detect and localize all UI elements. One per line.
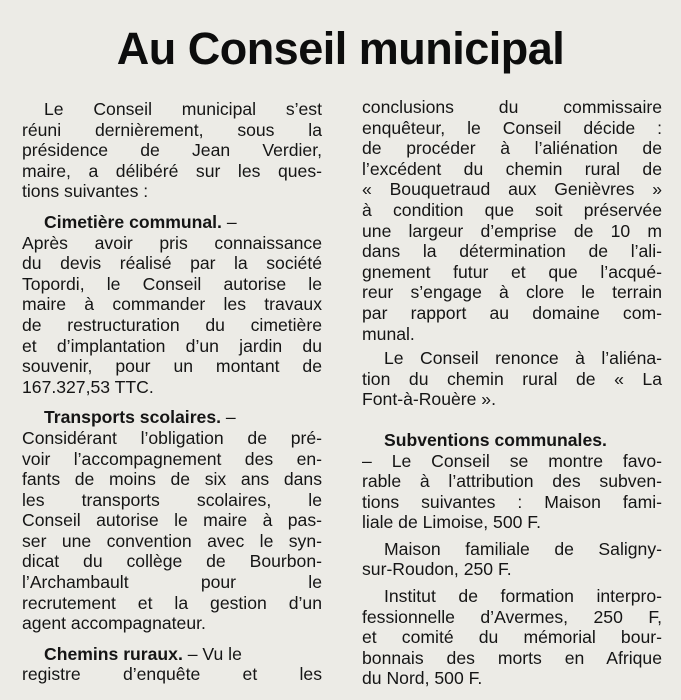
text-line: à condition que soit préservée xyxy=(362,199,662,220)
article-title: Au Conseil municipal xyxy=(0,20,681,80)
text-line: sur-Roudon, 250 F. xyxy=(362,559,512,580)
text-line: Le Conseil municipal s’est xyxy=(44,99,322,119)
chemins-section xyxy=(22,644,322,685)
section-heading-line xyxy=(22,212,322,233)
text-line: bonnais des morts en Afrique xyxy=(362,647,662,668)
text-line: du Nord, 500 F. xyxy=(362,668,483,689)
heading-dash: – xyxy=(221,407,236,428)
cimetiere-section xyxy=(22,212,322,397)
text-line: fants de moins de six ans dans xyxy=(22,469,322,490)
text-line: Institut de formation interpro- xyxy=(384,586,662,607)
renonce-paragraph xyxy=(362,348,662,410)
text-line: Après avoir pris connaissance xyxy=(22,232,322,253)
text-line: dicat du collège de Bourbon- xyxy=(22,551,322,572)
right-column xyxy=(362,97,662,689)
text-line: et d’implantation d’un jardin du xyxy=(22,335,322,356)
text-line: tions suivantes : Maison fami- xyxy=(362,491,662,512)
text-line: Considérant l’obligation de pré- xyxy=(22,427,322,448)
transports-section xyxy=(22,407,322,634)
text-line: souvenir, pour un montant de xyxy=(22,356,322,377)
text-line: recrutement et la gestion d’un xyxy=(22,592,322,613)
text-line: 167.327,53 TTC. xyxy=(22,376,154,397)
text-line: gnement futur et que l’acqué- xyxy=(362,261,662,282)
text-line: ser une convention avec le syn- xyxy=(22,530,322,551)
text-line: l’Archambault pour le xyxy=(22,572,322,593)
text-line: – Le Conseil se montre favo- xyxy=(362,450,662,471)
text-line: par rapport au domaine com- xyxy=(362,302,662,323)
text-line: et comité du mémorial bour- xyxy=(362,627,662,648)
text-line: tion du chemin rural de « La xyxy=(362,368,662,389)
chemins-heading: Chemins ruraux. xyxy=(44,643,183,664)
text-line: de procéder à l’aliénation de xyxy=(362,138,662,159)
text-line: maire à commander les travaux xyxy=(22,294,322,315)
heading-rest: – Vu le xyxy=(182,643,242,664)
text-line: réuni dernièrement, sous la xyxy=(22,119,322,140)
text-line: voir l’accompagnement des en- xyxy=(22,448,322,469)
text-line: rable à l’attribution des subven- xyxy=(362,471,662,492)
heading-dash: – xyxy=(221,211,237,232)
subventions-institut xyxy=(362,586,662,689)
subventions-heading: Subventions communales. xyxy=(384,429,607,450)
chemins-continued xyxy=(362,97,662,344)
intro-paragraph xyxy=(22,99,322,202)
text-line: agent accompagnateur. xyxy=(22,613,206,634)
cimetiere-heading: Cimetière communal. xyxy=(44,211,222,232)
section-heading-line xyxy=(22,407,322,428)
text-line: liale de Limoise, 500 F. xyxy=(362,512,541,533)
text-line: de restructuration du cimetière xyxy=(22,314,322,335)
text-line: Maison familiale de Saligny- xyxy=(384,538,662,559)
text-line: Font-à-Rouère ». xyxy=(362,389,496,410)
transports-heading: Transports scolaires. xyxy=(44,407,221,428)
text-line: munal. xyxy=(362,323,415,344)
text-line: Le Conseil renonce à l’aliéna- xyxy=(384,348,662,369)
section-heading-line xyxy=(22,644,322,665)
text-line: « Bouquetraud aux Genièvres » xyxy=(362,179,662,200)
text-line: les transports scolaires, le xyxy=(22,489,322,510)
text-line: conclusions du commissaire xyxy=(362,97,662,117)
text-line: reur s’engage à clore le terrain xyxy=(362,282,662,303)
section-heading-line xyxy=(362,430,662,451)
subventions-section xyxy=(362,430,662,533)
left-column xyxy=(22,99,322,685)
text-line: Topordi, le Conseil autorise le xyxy=(22,273,322,294)
text-line: une largeur d’emprise de 10 m xyxy=(362,220,662,241)
text-line: registre d’enquête et les xyxy=(22,664,322,685)
text-line: présidence de Jean Verdier, xyxy=(22,140,322,161)
text-line: fessionnelle d’Avermes, 250 F, xyxy=(362,606,662,627)
text-line: dans la détermination de l’ali- xyxy=(362,241,662,262)
text-line: enquêteur, le Conseil décide : xyxy=(362,117,662,138)
text-line: tions suivantes : xyxy=(22,181,149,202)
text-line: maire, a délibéré sur les ques- xyxy=(22,160,322,181)
text-line: l’excédent du chemin rural de xyxy=(362,158,662,179)
subventions-saligny xyxy=(362,539,662,580)
text-line: Conseil autorise le maire à pas- xyxy=(22,510,322,531)
text-line: du devis réalisé par la société xyxy=(22,253,322,274)
